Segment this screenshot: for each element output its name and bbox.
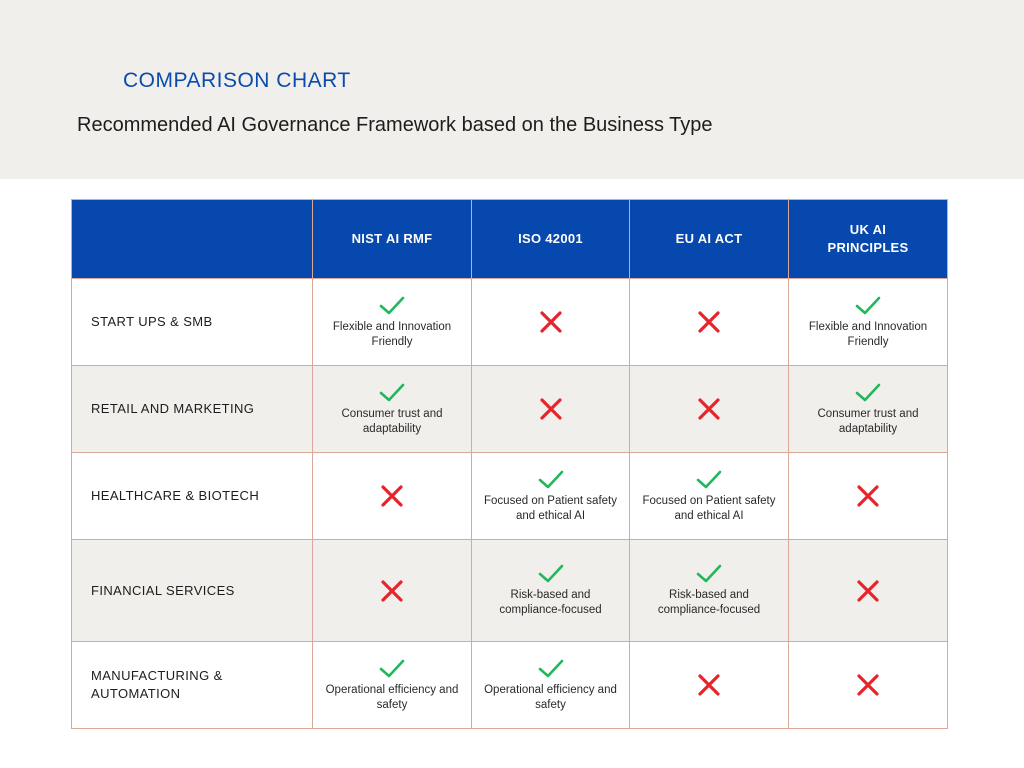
cell-eu: [630, 540, 789, 642]
cross-icon: [697, 310, 721, 334]
comparison-table: [71, 199, 948, 729]
cell-note: Operational efficiency and safety: [325, 683, 459, 711]
cell-eu: [630, 279, 789, 366]
cell-uk: [789, 279, 948, 366]
table-header-row: [72, 200, 948, 279]
check-icon: [537, 658, 565, 680]
cross-icon: [856, 673, 880, 697]
row-label: RETAIL AND MARKETING: [72, 366, 313, 453]
row-label: FINANCIAL SERVICES: [72, 540, 313, 642]
header-cell-nist: NIST AI RMF: [313, 200, 472, 279]
check-icon: [854, 295, 882, 317]
table-row: [72, 279, 948, 366]
cross-icon: [697, 673, 721, 697]
header-cell-eu: EU AI ACT: [630, 200, 789, 279]
check-icon: [695, 563, 723, 585]
cell-note: Flexible and Innovation Friendly: [332, 320, 452, 348]
cell-note: Consumer trust and adaptability: [817, 407, 919, 435]
cross-icon: [856, 579, 880, 603]
cell-note: Operational efficiency and safety: [484, 683, 617, 711]
row-label: MANUFACTURING & AUTOMATION: [72, 642, 313, 729]
cell-uk: [789, 453, 948, 540]
cross-icon: [380, 484, 404, 508]
check-icon: [537, 563, 565, 585]
cross-icon: [539, 310, 563, 334]
cell-note: Consumer trust and adaptability: [341, 407, 443, 435]
cell-uk: [789, 366, 948, 453]
cell-iso: [472, 279, 630, 366]
cell-nist: [313, 642, 472, 729]
cell-iso: [472, 366, 630, 453]
table-row: [72, 642, 948, 729]
header-cell-uk: UK AI PRINCIPLES: [789, 200, 948, 279]
check-icon: [378, 658, 406, 680]
chart-subtitle: Recommended AI Governance Framework based on the Business Type: [77, 114, 713, 136]
cross-icon: [856, 484, 880, 508]
cell-iso: [472, 642, 630, 729]
check-icon: [378, 382, 406, 404]
check-icon: [537, 469, 565, 491]
cell-nist: [313, 453, 472, 540]
cell-uk: [789, 540, 948, 642]
cross-icon: [697, 397, 721, 421]
check-icon: [378, 295, 406, 317]
check-icon: [695, 469, 723, 491]
row-label: HEALTHCARE & BIOTECH: [72, 453, 313, 540]
cell-note: Focused on Patient safety and ethical AI: [484, 494, 617, 522]
cell-nist: [313, 279, 472, 366]
cell-note: Risk-based and compliance-focused: [657, 589, 761, 616]
cross-icon: [380, 579, 404, 603]
cell-nist: [313, 540, 472, 642]
cell-uk: [789, 642, 948, 729]
chart-eyebrow-title: COMPARISON CHART: [123, 69, 351, 92]
cell-note: Flexible and Innovation Friendly: [808, 320, 928, 348]
cell-iso: [472, 453, 630, 540]
cell-note: Risk-based and compliance-focused: [499, 589, 602, 616]
header-cell-empty: [72, 200, 313, 279]
cell-iso: [472, 540, 630, 642]
cell-eu: [630, 366, 789, 453]
cross-icon: [539, 397, 563, 421]
row-label: START UPS & SMB: [72, 279, 313, 366]
cell-nist: [313, 366, 472, 453]
cell-eu: [630, 642, 789, 729]
check-icon: [854, 382, 882, 404]
table-row: [72, 366, 948, 453]
table-row: [72, 453, 948, 540]
header-cell-iso: ISO 42001: [472, 200, 630, 279]
cell-note: Focused on Patient safety and ethical AI: [642, 494, 776, 522]
table-row: [72, 540, 948, 642]
cell-eu: [630, 453, 789, 540]
